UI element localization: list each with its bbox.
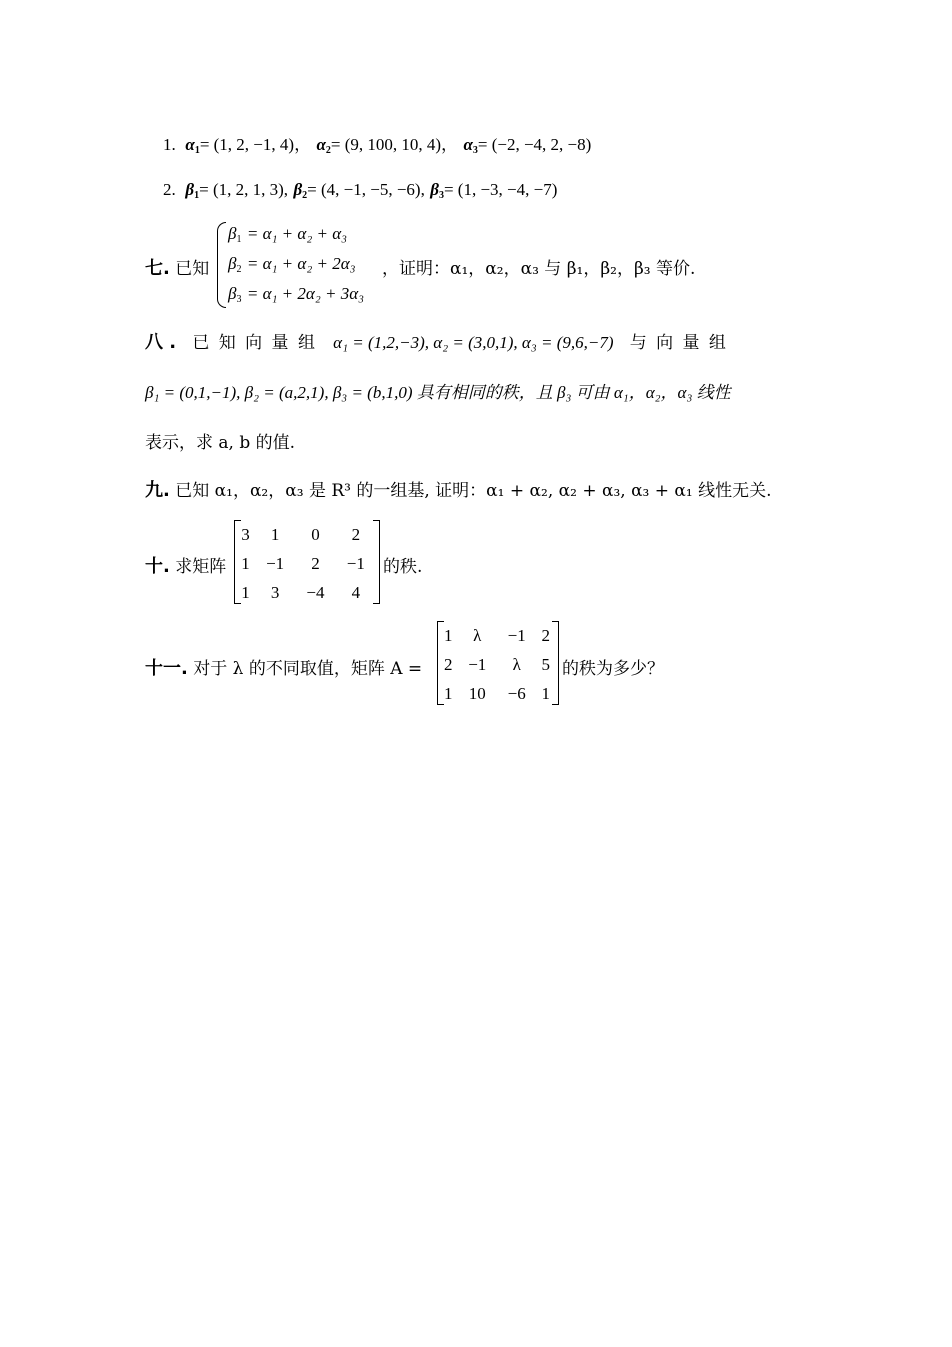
matrix-row [439, 621, 555, 650]
question-10-heading: 十. [145, 556, 170, 577]
matrix-row [236, 578, 376, 607]
question-9: 九. 已知 α₁，α₂，α₃ 是 R³ 的一组基, 证明：α₁ + α₂, α₂ + α₃, α₃ + α₁ 线性无关. [145, 480, 772, 501]
matrix-row [236, 520, 376, 549]
matrix-cell: 1 [241, 553, 250, 573]
matrix-cell: −1 [507, 625, 526, 645]
matrix-cell: 2 [541, 625, 550, 645]
question-10-tail: 的秩. [383, 557, 423, 577]
matrix-cell: 3 [270, 582, 280, 602]
matrix-cell: 2 [311, 553, 320, 573]
question-8-line-3: 表示，求 a, b 的值. [145, 433, 296, 453]
question-8-line-2: β₁ = (0,1,−1), β₂ = (a,2,1), β₃ = (b,1,0) 具有相同的秩，且 β₃ 可由 α₁，α₂，α₃ 线性 [145, 383, 731, 402]
system-eq-3: $\beta_3 = \alpha_1 + 2\alpha_2 + 3\alpha_3$ [228, 284, 365, 305]
problem-2: 2. $\beta_1= (1$, 2, 1, 3), $\beta_2= (4$, −1, −5, −6), $\beta_3= (1$, −3, −4, −7) [163, 180, 558, 201]
matrix-cell: 5 [541, 654, 550, 674]
matrix-cell: 10 [468, 683, 486, 703]
question-8-heading: 八 . [145, 332, 177, 353]
question-8-line-1: 八 . 已 知 向 量 组 α₁ = (1,2,−3), α₂ = (3,0,1), α₃ = (9,6,−7) 与 向 量 组 [145, 332, 728, 353]
matrix-cell: 1 [241, 582, 250, 602]
matrix-cell: 4 [351, 582, 361, 602]
beta2-value: = (4, −1, −5, −6), [307, 180, 425, 199]
question-7-lead: 已知 [175, 259, 210, 279]
beta3-value: = (1, −3, −4, −7) [443, 180, 558, 199]
matrix-cell: −1 [346, 553, 365, 573]
matrix-row [236, 549, 376, 578]
question-11-heading: 十一. [145, 658, 188, 679]
question-7 [145, 254, 209, 280]
matrix-cell: λ [512, 654, 521, 674]
alpha3-value: = (−2, −4, 2, −8) [477, 135, 592, 154]
beta1-value: = (1, 2, 1, 3), [199, 180, 289, 199]
matrix-cell: −1 [266, 553, 285, 573]
system-eq-1: $\beta_1 = \alpha_1 + \alpha_2 + \alpha_3$ [228, 224, 348, 245]
question-7-tail: ，证明：α₁，α₂，α₃ 与 β₁，β₂，β₃ 等价. [382, 259, 696, 279]
question-9-heading: 九. [145, 480, 170, 501]
matrix-cell: 2 [444, 654, 453, 674]
alpha2-value: = (9, 100, 10, 4) [330, 135, 442, 154]
matrix-row [439, 679, 555, 708]
matrix-cell: −1 [468, 654, 487, 674]
matrix-cell: λ [473, 625, 482, 645]
problem-1-number: 1. [163, 135, 176, 154]
matrix-11 [439, 621, 555, 708]
matrix-cell: 0 [311, 524, 320, 544]
matrix-cell: −4 [306, 582, 325, 602]
matrix-cell: 1 [444, 625, 453, 645]
matrix-cell: 1 [444, 683, 453, 703]
matrix-cell: 3 [241, 524, 250, 544]
alpha1-value: = (1, 2, −1, 4) [199, 135, 295, 154]
matrix-cell: 1 [541, 683, 550, 703]
problem-2-number: 2. [163, 180, 176, 199]
question-7-heading: 七. [145, 258, 170, 279]
problem-1: 1. $\alpha_1= (1$, 2, −1, 4)， $\alpha_2= (9$, 100, 10, 4)， $\alpha_3= (-2$, −4, 2, −8) [163, 135, 592, 156]
system-brace [217, 222, 226, 308]
question-10-lead: 十. 求矩阵 [145, 556, 227, 577]
matrix-cell: 1 [270, 524, 280, 544]
system-eq-2: $\beta_2 = \alpha_1 + \alpha_2 + 2\alpha_3$ [228, 254, 356, 275]
matrix-cell: 2 [351, 524, 361, 544]
question-11-lead: 十一. 对于 λ 的不同取值，矩阵 A = [145, 658, 423, 679]
matrix-10 [236, 520, 376, 607]
question-11-tail: 的秩为多少？ [562, 659, 664, 679]
matrix-cell: −6 [507, 683, 526, 703]
matrix-row [439, 650, 555, 679]
